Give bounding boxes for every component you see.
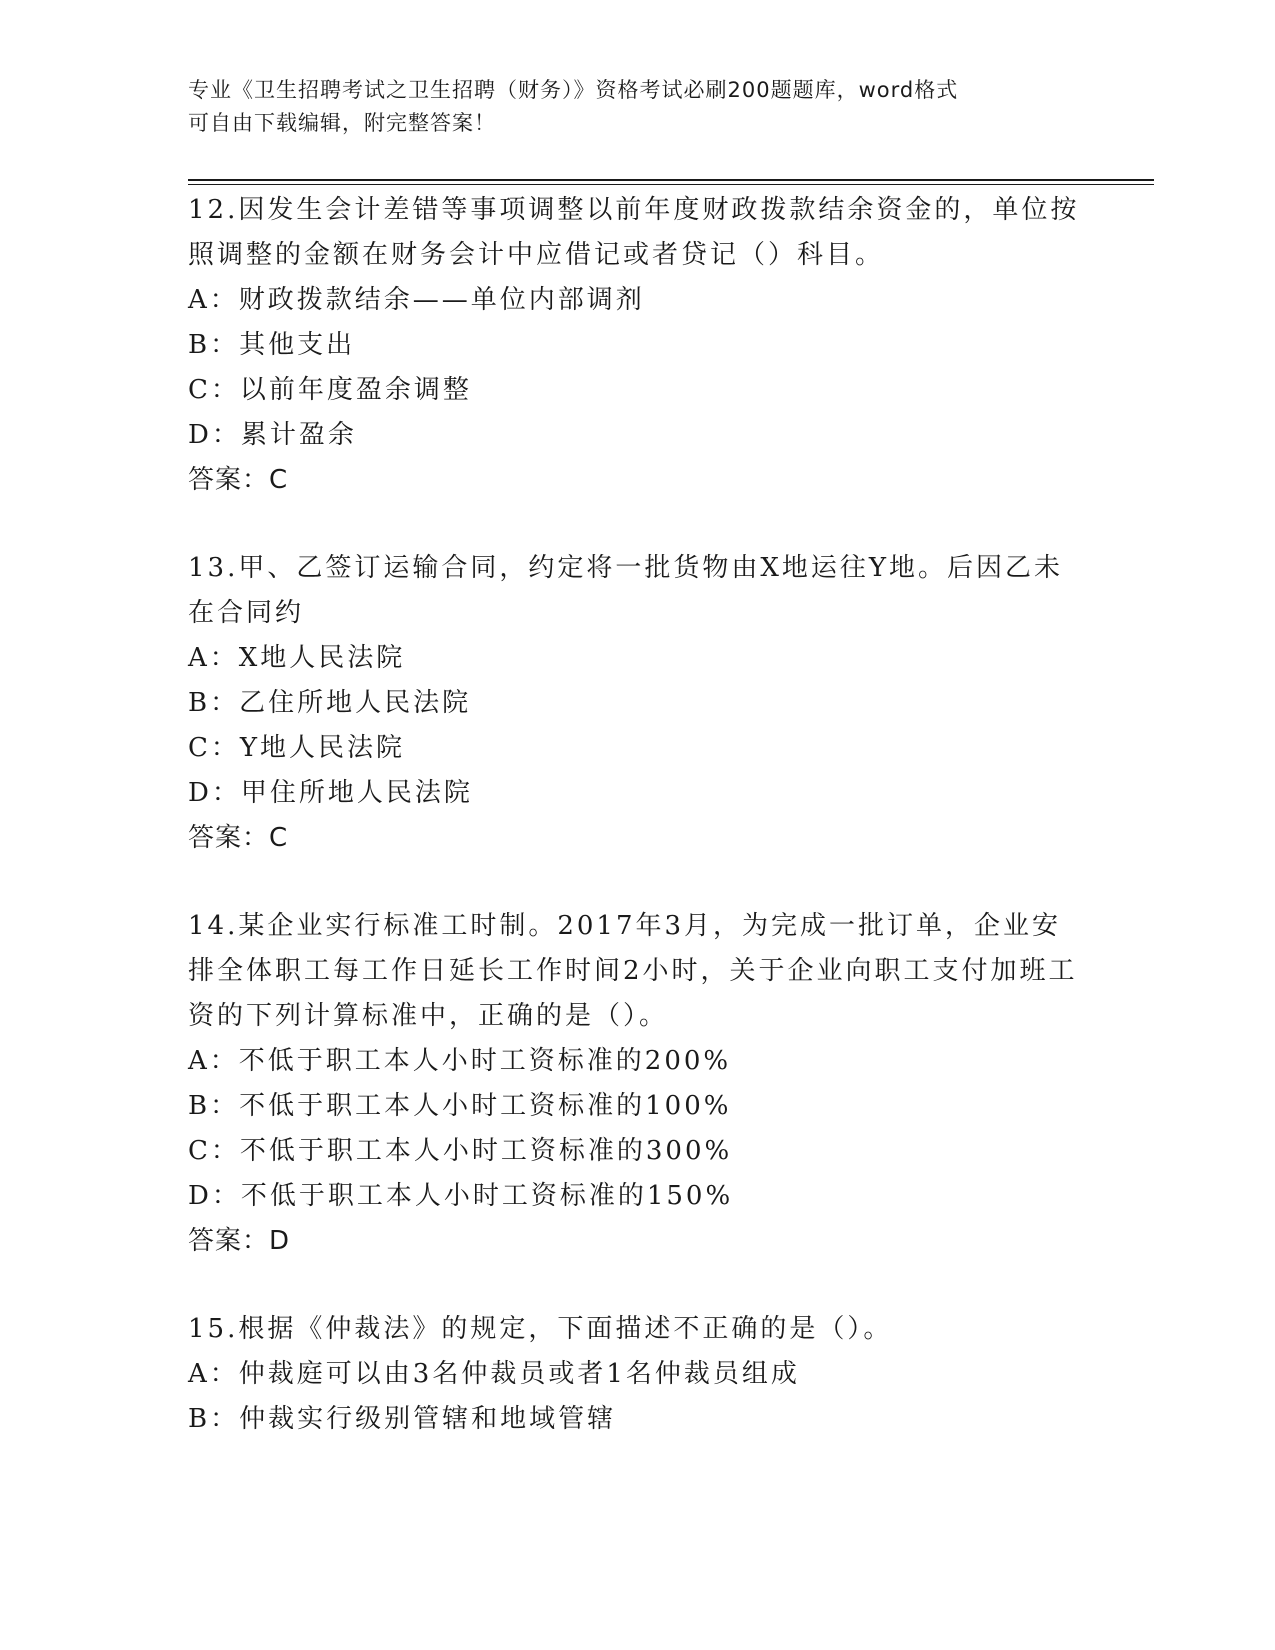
option-c: C：Y地人民法院	[188, 733, 406, 763]
question-12	[188, 188, 1088, 503]
answer-line: 答案：D	[188, 1226, 291, 1256]
option-b: B：仲裁实行级别管辖和地域管辖	[188, 1404, 617, 1434]
option-a: A：不低于职工本人小时工资标准的200%	[188, 1046, 732, 1076]
option-c: C：以前年度盈余调整	[188, 375, 472, 405]
header-rule-thin	[188, 184, 1154, 185]
answer-line: 答案：C	[188, 465, 289, 495]
option-d: D：甲住所地人民法院	[188, 778, 473, 808]
option-c: C：不低于职工本人小时工资标准的300%	[188, 1136, 733, 1166]
option-b: B：不低于职工本人小时工资标准的100%	[188, 1091, 732, 1121]
question-14	[188, 904, 1088, 1264]
header-line-1: 专业《卫生招聘考试之卫生招聘（财务）》资格考试必刷200题题库，word格式	[188, 78, 959, 102]
option-a: A：财政拨款结余——单位内部调剂	[188, 285, 645, 315]
header-rule-thick	[188, 179, 1154, 181]
question-stem: 15.根据《仲裁法》的规定，下面描述不正确的是（）。	[188, 1314, 893, 1344]
question-list	[188, 188, 1088, 1485]
option-d: D：不低于职工本人小时工资标准的150%	[188, 1181, 734, 1211]
option-b: B：其他支出	[188, 330, 356, 360]
option-a: A：X地人民法院	[188, 643, 406, 673]
question-stem: 14.某企业实行标准工时制。2017年3月，为完成一批订单，企业安排全体职工每工作日延长工作时间2小时，关于企业向职工支付加班工资的下列计算标准中，正确的是（）。	[188, 911, 1078, 1031]
document-header	[188, 74, 1068, 140]
option-d: D：累计盈余	[188, 420, 357, 450]
header-line-2: 可自由下载编辑，附完整答案！	[188, 111, 496, 135]
question-stem: 13.甲、乙签订运输合同，约定将一批货物由X地运往Y地。后因乙未在合同约	[188, 553, 1064, 628]
question-13	[188, 546, 1088, 861]
option-a: A：仲裁庭可以由3名仲裁员或者1名仲裁员组成	[188, 1359, 800, 1389]
option-b: B：乙住所地人民法院	[188, 688, 472, 718]
question-15	[188, 1307, 1088, 1442]
answer-line: 答案：C	[188, 823, 289, 853]
question-stem: 12.因发生会计差错等事项调整以前年度财政拨款结余资金的，单位按照调整的金额在财务会计中应借记或者贷记（）科目。	[188, 195, 1080, 270]
